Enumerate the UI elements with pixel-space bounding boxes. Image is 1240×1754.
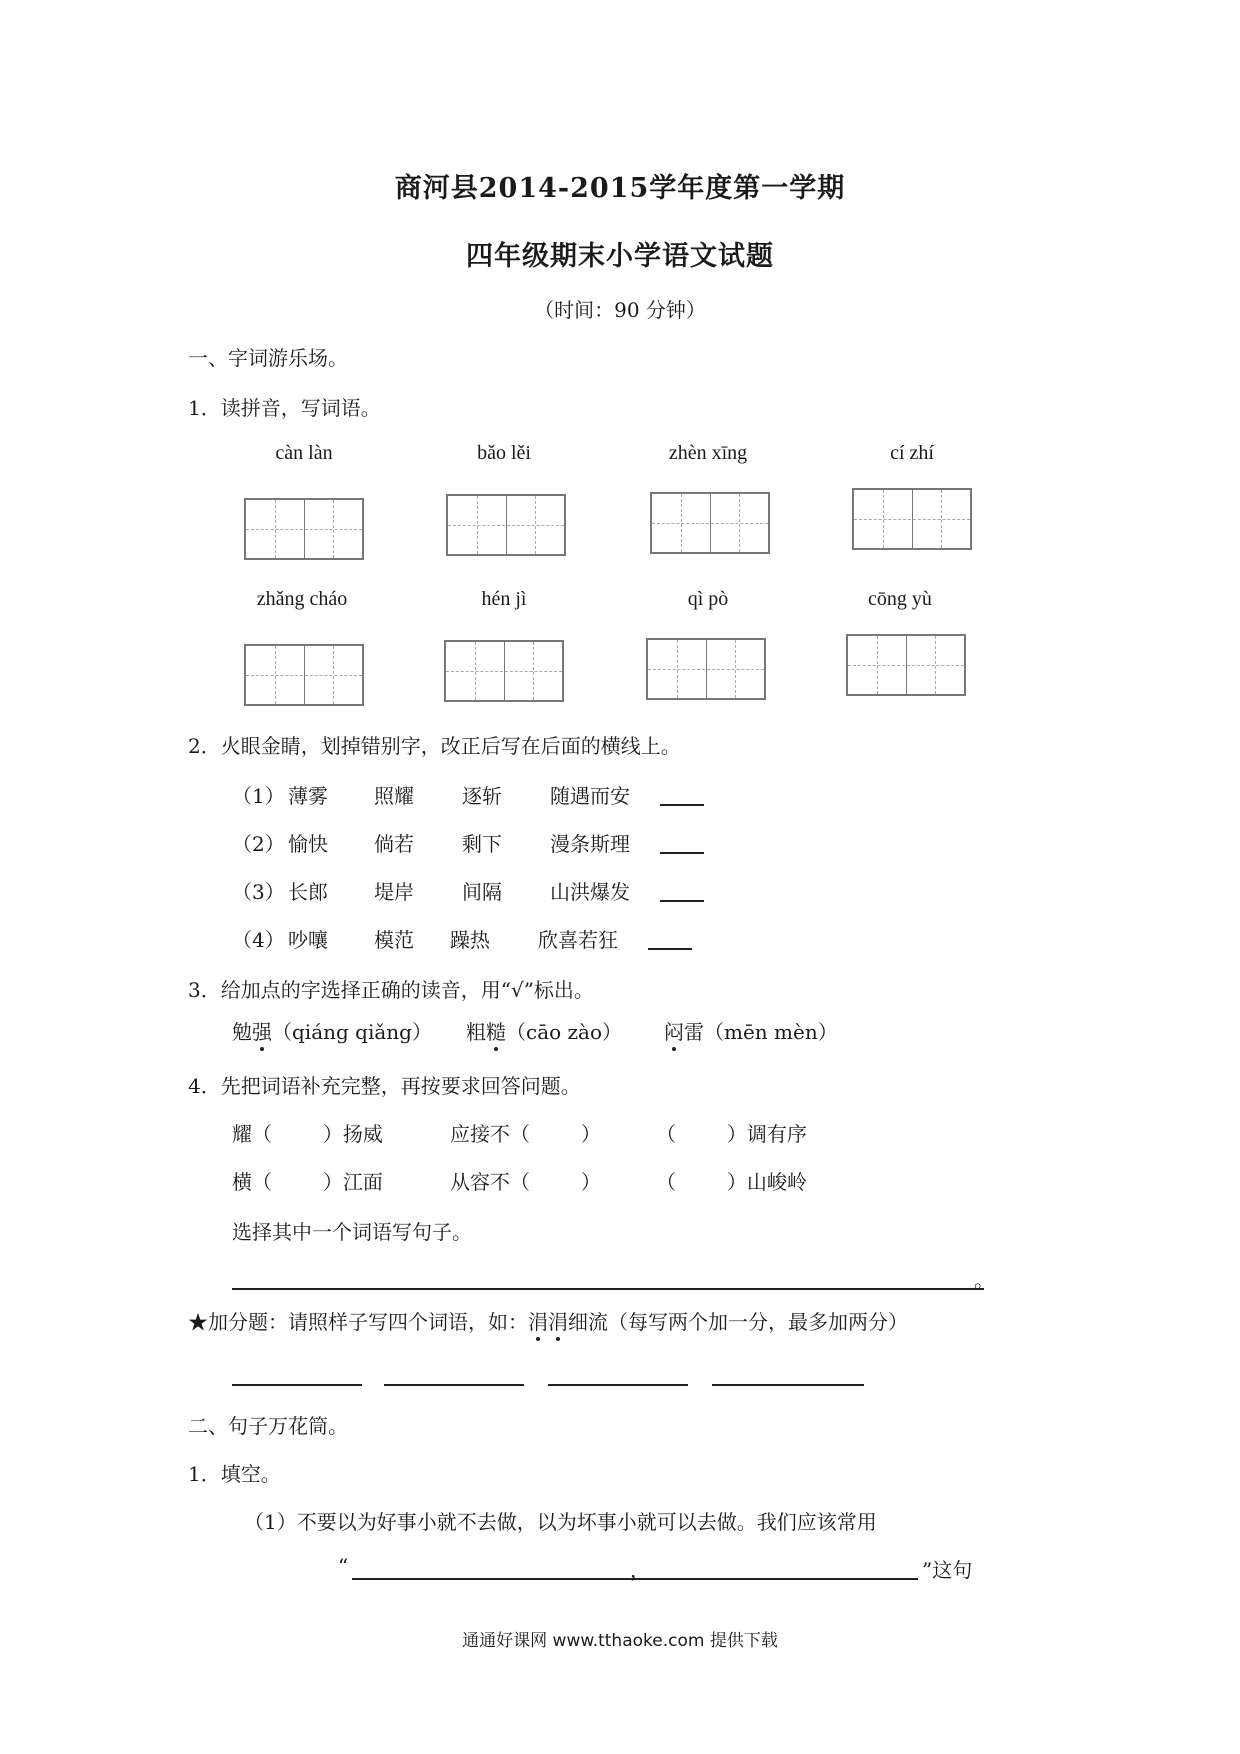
quote-comma: ，	[630, 1558, 650, 1582]
q2-word: 薄雾	[288, 784, 328, 808]
pinyin-1: càn làn	[275, 442, 333, 464]
idiom-fill[interactable]: 耀（ ）扬威	[232, 1122, 383, 1146]
q2-word: 模范	[374, 928, 414, 952]
q2-word: 欣喜若狂	[538, 928, 618, 952]
q2-word: 吵嚷	[288, 928, 328, 952]
pron-char: 粗	[466, 1020, 486, 1044]
dotted-char: 强	[252, 1016, 272, 1045]
pinyin-4: cí zhí	[890, 442, 934, 464]
char-grid[interactable]	[650, 492, 770, 554]
char-grid[interactable]	[646, 638, 766, 700]
idiom-fill[interactable]: （ ）山峻岭	[656, 1170, 807, 1194]
answer-blank[interactable]	[660, 804, 704, 806]
dotted-char: 糙	[486, 1016, 506, 1045]
char-grid[interactable]	[846, 634, 966, 696]
dotted-char: 涓	[548, 1306, 568, 1335]
q2-word: 漫条斯理	[550, 832, 630, 856]
pron-options: 雷（mēn mèn）	[684, 1020, 838, 1044]
answer-blank[interactable]	[660, 900, 704, 902]
pinyin-5: zhǎng cháo	[256, 588, 348, 610]
section2-heading: 二、句子万花筒。	[188, 1414, 348, 1438]
idiom-fill[interactable]: 应接不（ ）	[450, 1122, 601, 1146]
dotted-char: 涓	[528, 1306, 548, 1335]
q4-instruction: 选择其中一个词语写句子。	[232, 1220, 472, 1244]
q3-label: 3．给加点的字选择正确的读音，用“√”标出。	[188, 978, 594, 1002]
pron-options: （qiáng qiǎng）	[272, 1020, 432, 1044]
answer-blank[interactable]	[384, 1384, 524, 1386]
char-grid[interactable]	[852, 488, 972, 550]
q2-word: 间隔	[462, 880, 502, 904]
bonus-suffix: 细流（每写两个加一分，最多加两分）	[568, 1310, 908, 1334]
exam-title-line2: 四年级期末小学语文试题	[466, 241, 774, 272]
q2-word: 堤岸	[374, 880, 414, 904]
close-quote-text: ”这句	[922, 1558, 973, 1582]
exam-title-line1: 商河县2014-2015学年度第一学期	[394, 173, 846, 204]
s2-q1-label: 1．填空。	[188, 1462, 281, 1486]
q2-word: 剩下	[462, 832, 502, 856]
q2-word: 山洪爆发	[550, 880, 630, 904]
q2-word: 逐斩	[462, 784, 502, 808]
idiom-fill[interactable]: （ ）调有序	[656, 1122, 807, 1146]
char-grid[interactable]	[244, 644, 364, 706]
idiom-fill[interactable]: 从容不（ ）	[450, 1170, 601, 1194]
q2-label: 2．火眼金睛，划掉错别字，改正后写在后面的横线上。	[188, 734, 681, 758]
pronunciation-item[interactable]	[232, 1016, 432, 1045]
dotted-char: 闷	[664, 1016, 684, 1045]
pinyin-2: bǎo lěi	[477, 442, 531, 464]
idiom-fill[interactable]: 横（ ）江面	[232, 1170, 383, 1194]
pronunciation-item[interactable]	[466, 1016, 622, 1045]
pron-options: （cāo zào）	[506, 1020, 623, 1044]
q1-label: 1．读拼音，写词语。	[188, 396, 381, 420]
pron-char: 勉	[232, 1020, 252, 1044]
q2-word: 长郎	[288, 880, 328, 904]
answer-blank[interactable]	[648, 948, 692, 950]
pinyin-3: zhèn xīng	[668, 442, 748, 464]
answer-blank[interactable]	[232, 1384, 362, 1386]
pinyin-8: cōng yù	[868, 588, 932, 610]
section1-heading: 一、字词游乐场。	[188, 346, 348, 370]
period-mark: 。	[974, 1268, 994, 1292]
q2-word: 随遇而安	[550, 784, 630, 808]
answer-blank[interactable]	[548, 1384, 688, 1386]
q4-label: 4．先把词语补充完整，再按要求回答问题。	[188, 1074, 581, 1098]
char-grid[interactable]	[444, 640, 564, 702]
bonus-prefix: ★加分题：请照样子写四个词语，如：	[188, 1310, 528, 1334]
char-grid[interactable]	[446, 494, 566, 556]
char-grid[interactable]	[244, 498, 364, 560]
q2-row-number: （2）	[232, 832, 285, 856]
footer-watermark: 通通好课网 www.tthaoke.com 提供下载	[462, 1631, 778, 1651]
q2-word: 愉快	[288, 832, 328, 856]
open-quote: “	[338, 1554, 349, 1578]
pronunciation-item[interactable]	[664, 1016, 838, 1045]
q2-row-number: （1）	[232, 784, 285, 808]
pinyin-6: hén jì	[481, 588, 527, 610]
s2-item1: （1）不要以为好事小就不去做，以为坏事小就可以去做。我们应该常用	[244, 1510, 877, 1534]
answer-blank[interactable]	[660, 852, 704, 854]
q2-word: 照耀	[374, 784, 414, 808]
q2-row-number: （4）	[232, 928, 285, 952]
bonus-question	[188, 1306, 908, 1335]
time-note: （时间：90 分钟）	[534, 298, 706, 322]
q2-row-number: （3）	[232, 880, 285, 904]
sentence-line[interactable]	[232, 1288, 984, 1290]
q2-word: 倘若	[374, 832, 414, 856]
q2-word: 躁热	[450, 928, 490, 952]
pinyin-7: qì pò	[687, 588, 729, 610]
answer-blank[interactable]	[712, 1384, 864, 1386]
